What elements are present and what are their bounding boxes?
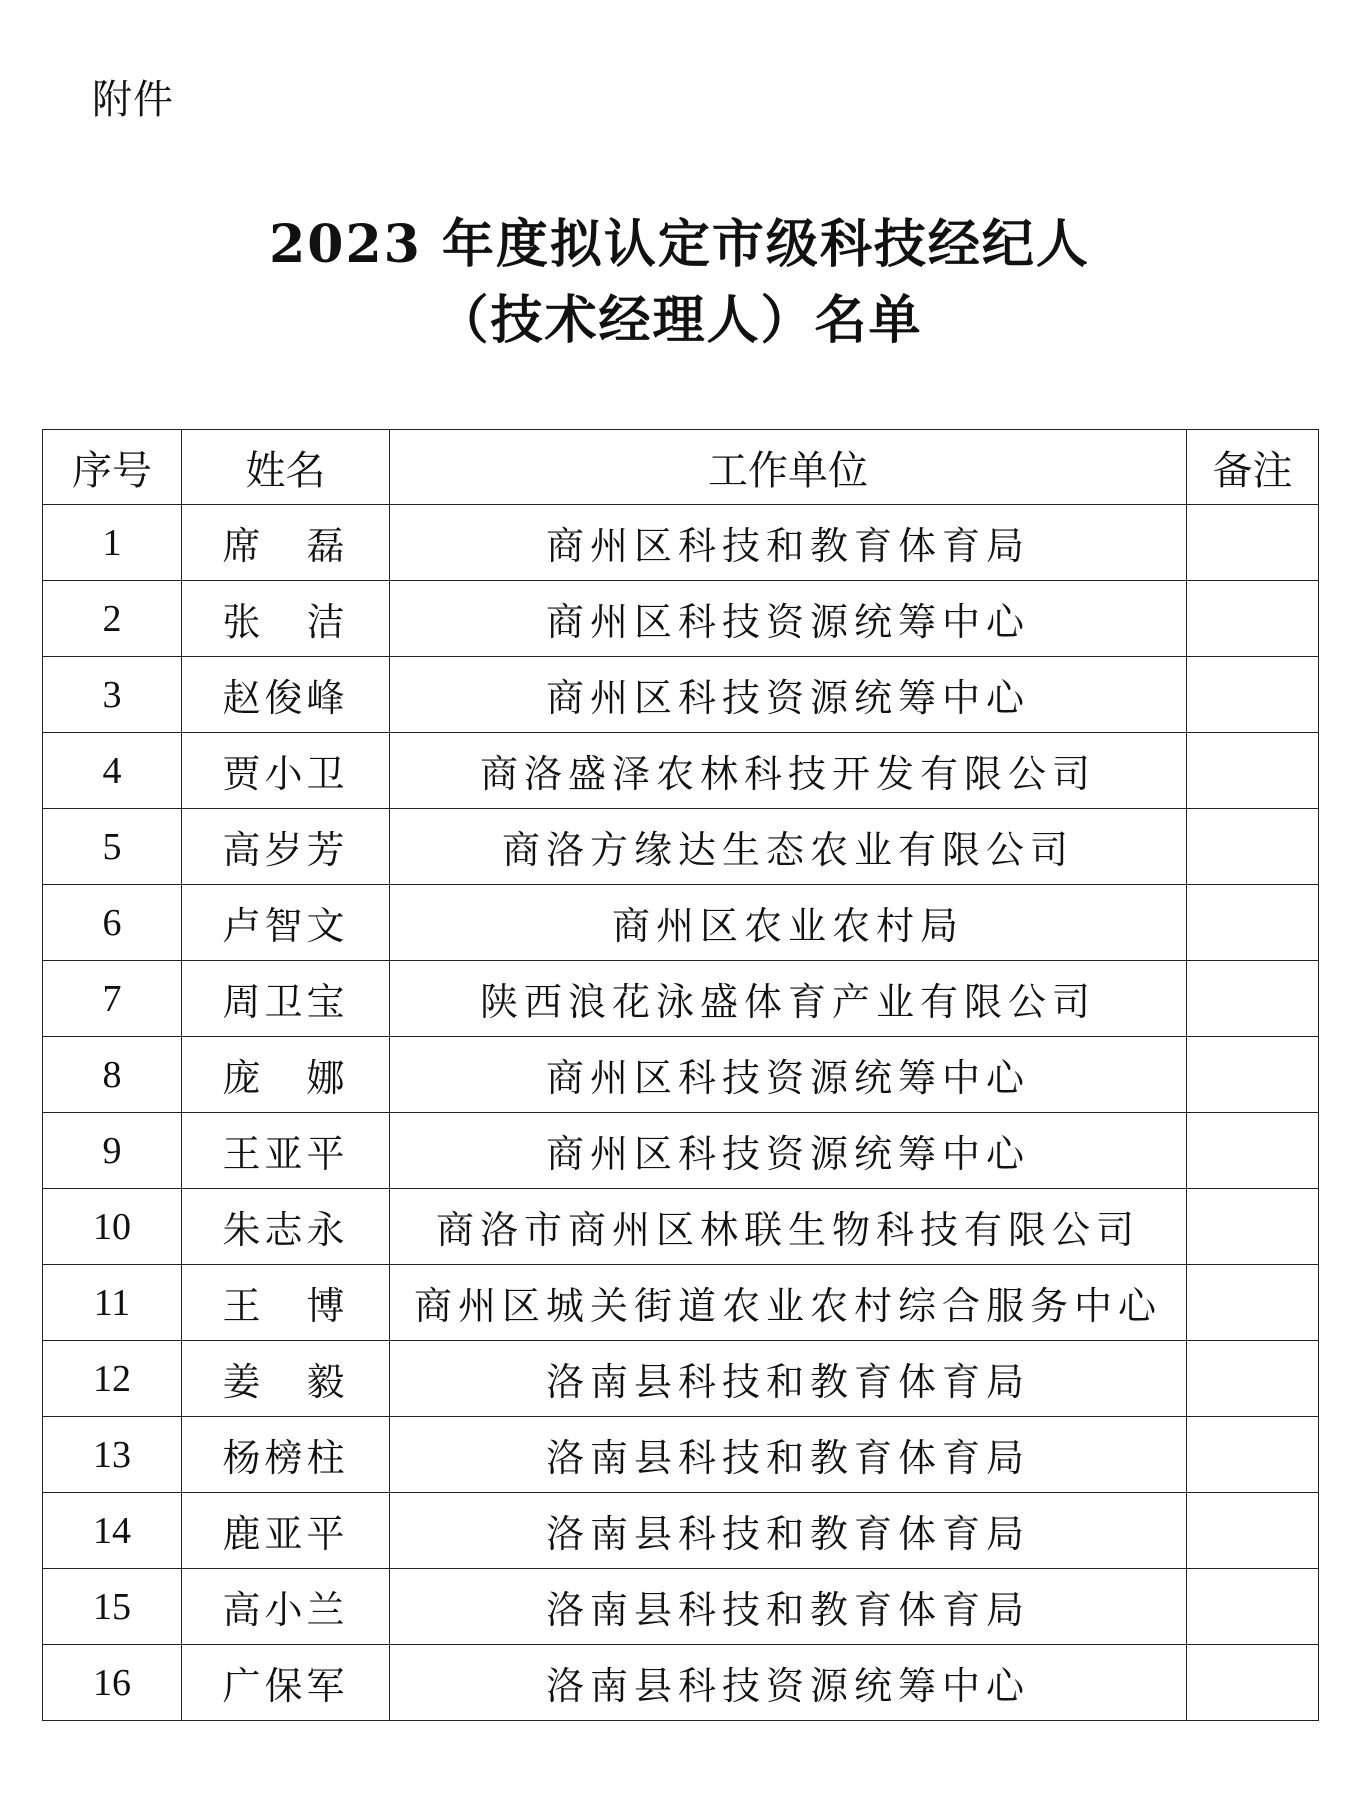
table-row: [43, 1645, 1319, 1721]
table-row: [43, 733, 1319, 809]
cell-name: 周卫宝: [182, 961, 390, 1037]
cell-remarks: [1187, 1417, 1319, 1493]
cell-name: 席 磊: [182, 505, 390, 581]
cell-name: 赵俊峰: [182, 657, 390, 733]
document-title-line-2: （技术经理人）名单: [436, 290, 923, 351]
cell-remarks: [1187, 1265, 1319, 1341]
cell-index: 1: [43, 505, 182, 581]
cell-name: 姜 毅: [182, 1341, 390, 1417]
cell-remarks: [1187, 657, 1319, 733]
cell-remarks: [1187, 581, 1319, 657]
cell-name: 庞 娜: [182, 1037, 390, 1113]
cell-name: 王亚平: [182, 1113, 390, 1189]
cell-remarks: [1187, 733, 1319, 809]
cell-work-unit: 洛南县科技和教育体育局: [390, 1341, 1187, 1417]
cell-work-unit: 洛南县科技和教育体育局: [390, 1569, 1187, 1645]
table-row: [43, 1417, 1319, 1493]
table-row: [43, 505, 1319, 581]
cell-index: 12: [43, 1341, 182, 1417]
cell-index: 4: [43, 733, 182, 809]
cell-remarks: [1187, 1569, 1319, 1645]
cell-work-unit: 洛南县科技和教育体育局: [390, 1493, 1187, 1569]
cell-index: 9: [43, 1113, 182, 1189]
cell-index: 15: [43, 1569, 182, 1645]
table-row: [43, 1189, 1319, 1265]
cell-remarks: [1187, 809, 1319, 885]
cell-remarks: [1187, 1645, 1319, 1721]
cell-index: 6: [43, 885, 182, 961]
cell-work-unit: 商州区科技资源统筹中心: [390, 1113, 1187, 1189]
column-header-remarks: 备注: [1187, 430, 1319, 505]
cell-name: 朱志永: [182, 1189, 390, 1265]
cell-remarks: [1187, 1341, 1319, 1417]
cell-index: 8: [43, 1037, 182, 1113]
column-header-work-unit: 工作单位: [390, 430, 1187, 505]
cell-index: 16: [43, 1645, 182, 1721]
cell-work-unit: 商州区农业农村局: [390, 885, 1187, 961]
table-row: [43, 581, 1319, 657]
cell-remarks: [1187, 1189, 1319, 1265]
cell-index: 14: [43, 1493, 182, 1569]
cell-name: 王 博: [182, 1265, 390, 1341]
table-body: [43, 505, 1319, 1721]
table-row: [43, 1265, 1319, 1341]
cell-work-unit: 商州区科技资源统筹中心: [390, 581, 1187, 657]
cell-work-unit: 洛南县科技资源统筹中心: [390, 1645, 1187, 1721]
table-row: [43, 1341, 1319, 1417]
table-row: [43, 1493, 1319, 1569]
cell-remarks: [1187, 1113, 1319, 1189]
cell-remarks: [1187, 885, 1319, 961]
column-header-name: 姓名: [182, 430, 390, 505]
cell-index: 7: [43, 961, 182, 1037]
cell-name: 高小兰: [182, 1569, 390, 1645]
column-header-index: 序号: [43, 430, 182, 505]
cell-index: 5: [43, 809, 182, 885]
table-row: [43, 961, 1319, 1037]
cell-name: 张 洁: [182, 581, 390, 657]
cell-remarks: [1187, 1493, 1319, 1569]
table-row: [43, 809, 1319, 885]
cell-name: 卢智文: [182, 885, 390, 961]
cell-index: 11: [43, 1265, 182, 1341]
cell-work-unit: 洛南县科技和教育体育局: [390, 1417, 1187, 1493]
cell-name: 广保军: [182, 1645, 390, 1721]
cell-work-unit: 商洛市商州区林联生物科技有限公司: [390, 1189, 1187, 1265]
table-row: [43, 657, 1319, 733]
table-row: [43, 1113, 1319, 1189]
cell-name: 贾小卫: [182, 733, 390, 809]
cell-name: 鹿亚平: [182, 1493, 390, 1569]
cell-work-unit: 商洛盛泽农林科技开发有限公司: [390, 733, 1187, 809]
cell-name: 高岁芳: [182, 809, 390, 885]
cell-work-unit: 商洛方缘达生态农业有限公司: [390, 809, 1187, 885]
table-row: [43, 1569, 1319, 1645]
cell-work-unit: 商州区科技资源统筹中心: [390, 657, 1187, 733]
cell-index: 2: [43, 581, 182, 657]
table-row: [43, 1037, 1319, 1113]
cell-remarks: [1187, 961, 1319, 1037]
table-header-row: [43, 430, 1319, 505]
table-row: [43, 885, 1319, 961]
cell-work-unit: 商州区科技资源统筹中心: [390, 1037, 1187, 1113]
cell-remarks: [1187, 505, 1319, 581]
cell-remarks: [1187, 1037, 1319, 1113]
cell-work-unit: 陕西浪花泳盛体育产业有限公司: [390, 961, 1187, 1037]
cell-index: 3: [43, 657, 182, 733]
cell-name: 杨榜柱: [182, 1417, 390, 1493]
attachment-label: 附件: [92, 77, 174, 123]
cell-index: 13: [43, 1417, 182, 1493]
cell-work-unit: 商州区城关街道农业农村综合服务中心: [390, 1265, 1187, 1341]
document-title-line-1: 2023 年度拟认定市级科技经纪人: [269, 214, 1090, 275]
cell-work-unit: 商州区科技和教育体育局: [390, 505, 1187, 581]
cell-index: 10: [43, 1189, 182, 1265]
roster-table: [42, 429, 1319, 1721]
